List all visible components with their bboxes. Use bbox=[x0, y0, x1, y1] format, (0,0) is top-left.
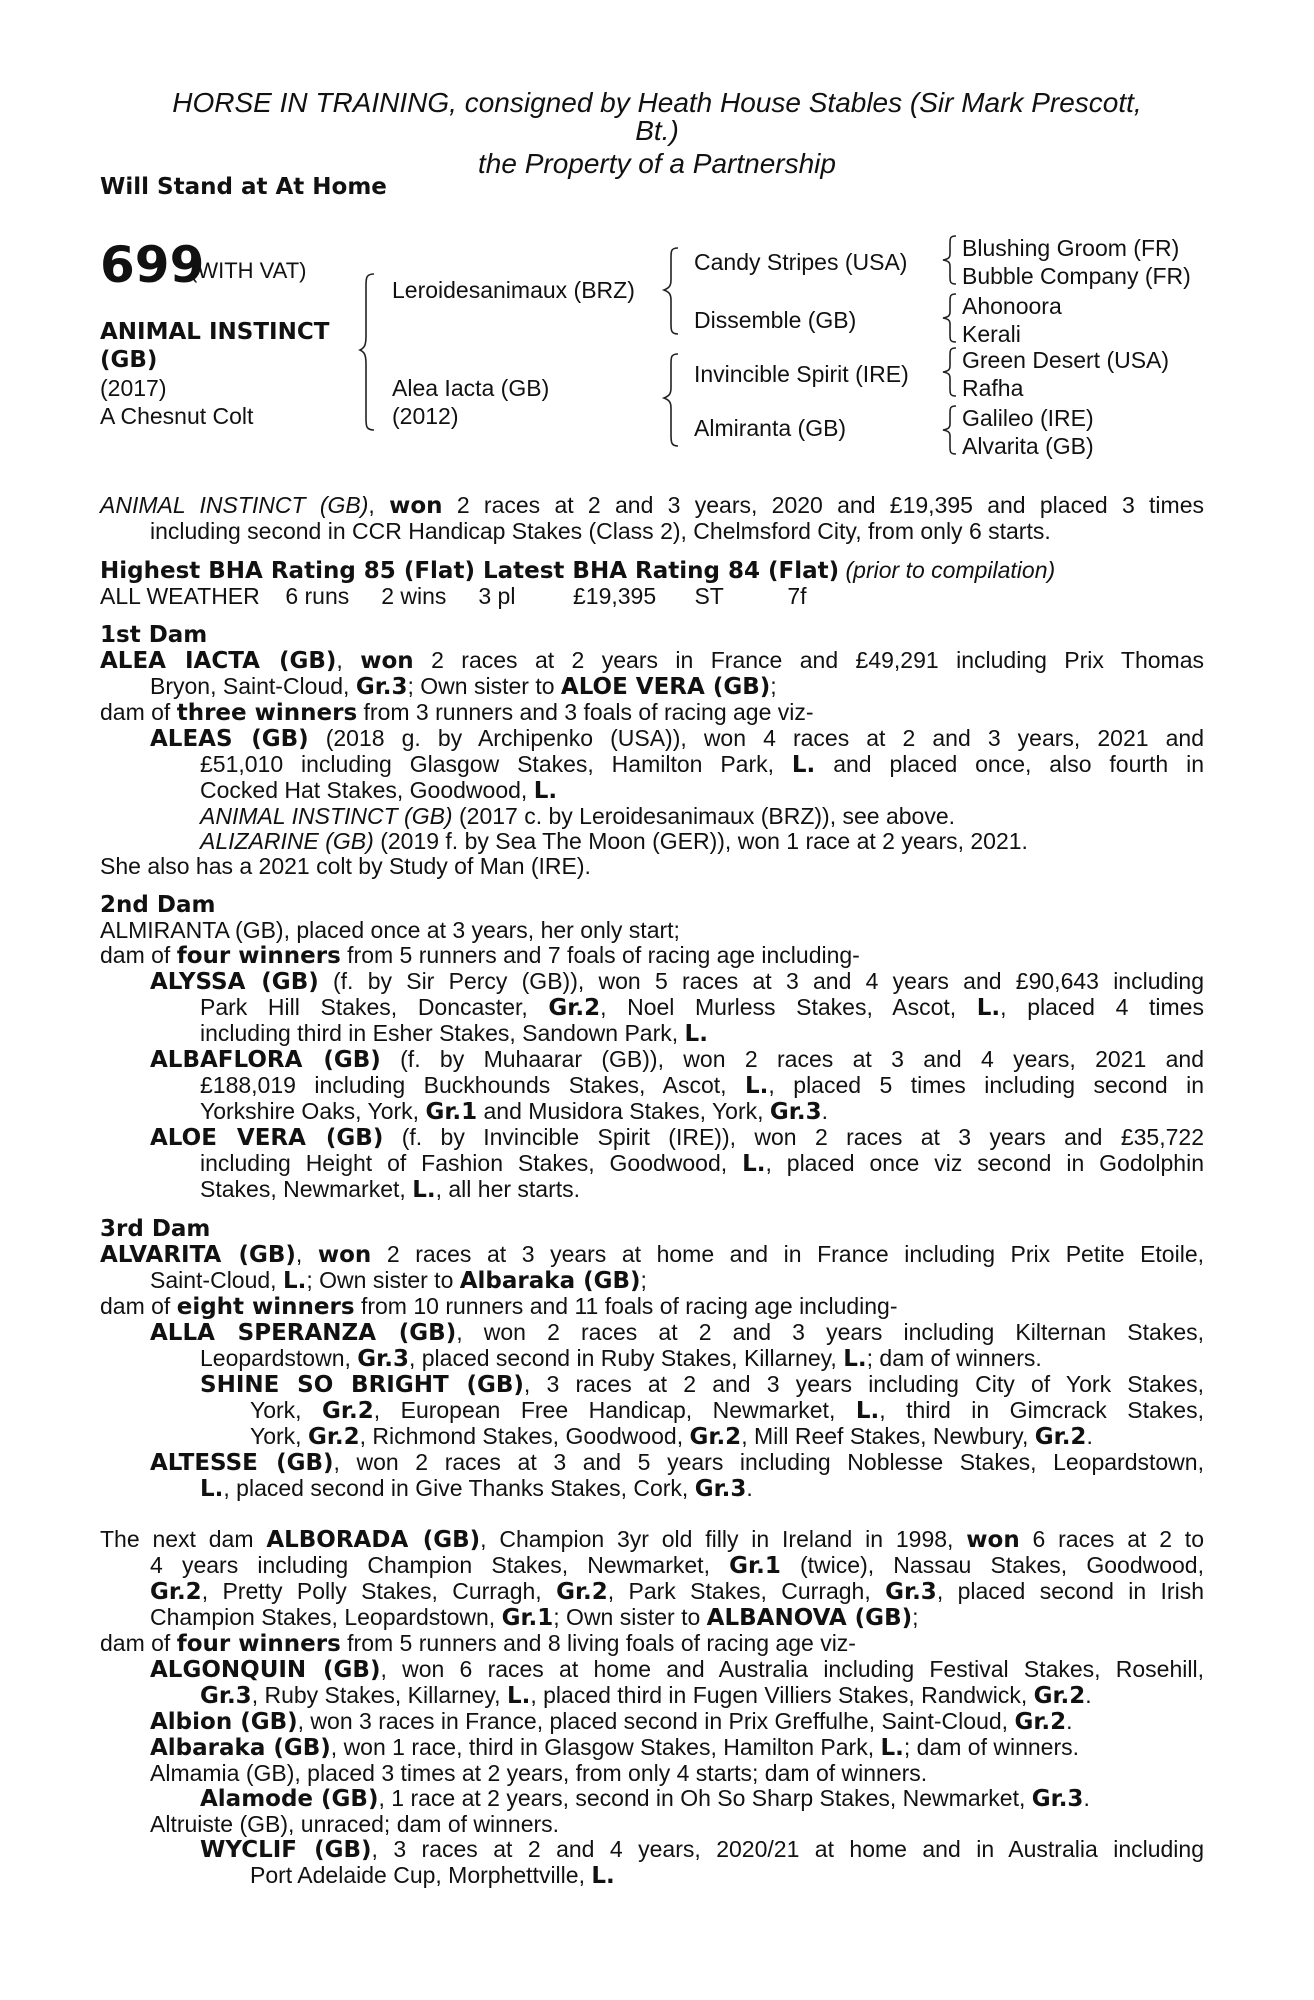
dam-dam: Almiranta (GB) bbox=[694, 415, 847, 441]
ss-sire: Blushing Groom (FR) bbox=[962, 235, 1180, 261]
next-dam-line: dam of four winners from 5 runners and 8 living foals of racing age viz- bbox=[100, 1630, 856, 1657]
third-dam-heading: 3rd Dam bbox=[100, 1216, 211, 1242]
lot-number: 699 bbox=[100, 236, 205, 294]
pedigree-bracket-dd bbox=[942, 404, 960, 456]
next-dam-line: 4 years including Champion Stakes, Newmarket, Gr.1 (twice), Nassau Stakes, Goodwood, bbox=[150, 1552, 1204, 1579]
next-dam-progeny: ALGONQUIN (GB), won 6 races at home and Australia including Festival Stakes, Rosehill, bbox=[150, 1656, 1204, 1683]
sire-sire: Candy Stripes (USA) bbox=[694, 249, 908, 275]
pedigree-bracket-ds bbox=[942, 346, 960, 398]
dam2-progeny: Stakes, Newmarket, L., all her starts. bbox=[200, 1176, 581, 1203]
sd-dam: Kerali bbox=[962, 321, 1021, 347]
pedigree-bracket-sd bbox=[942, 292, 960, 344]
summary-line-1: ANIMAL INSTINCT (GB), won 2 races at 2 and 3 years, 2020 and £19,395 and placed 3 times bbox=[100, 492, 1204, 519]
dam2-progeny: Park Hill Stakes, Doncaster, Gr.2, Noel Murless Stakes, Ascot, L., placed 4 times bbox=[200, 994, 1204, 1021]
next-dam-line: Champion Stakes, Leopardstown, Gr.1; Own sister to ALBANOVA (GB); bbox=[150, 1604, 919, 1631]
dam3-line: dam of eight winners from 10 runners and 11 foals of racing age including- bbox=[100, 1293, 898, 1320]
ss-dam: Bubble Company (FR) bbox=[962, 263, 1191, 289]
dam3-progeny: Leopardstown, Gr.3, placed second in Ruby Stakes, Killarney, L.; dam of winners. bbox=[200, 1345, 1042, 1372]
horse-name-country: (GB) bbox=[100, 347, 158, 373]
consignor-line-1: HORSE IN TRAINING, consigned by Heath House Stables (Sir Mark Prescott, bbox=[172, 87, 1142, 118]
pedigree-bracket-dam bbox=[664, 352, 684, 448]
dam1-progeny: ANIMAL INSTINCT (GB) (2017 c. by Leroidesanimaux (BRZ)), see above. bbox=[200, 803, 956, 829]
dam3-progeny: York, Gr.2, European Free Handicap, Newmarket, L., third in Gimcrack Stakes, bbox=[250, 1397, 1204, 1424]
dam2-progeny: including third in Esher Stakes, Sandown Park, L. bbox=[200, 1020, 708, 1047]
next-dam-progeny: Alamode (GB), 1 race at 2 years, second in Oh So Sharp Stakes, Newmarket, Gr.3. bbox=[200, 1785, 1090, 1812]
dam3-progeny: ALLA SPERANZA (GB), won 2 races at 2 and 3 years including Kilternan Stakes, bbox=[150, 1319, 1205, 1346]
next-dam-progeny: Albaraka (GB), won 1 race, third in Glasgow Stakes, Hamilton Park, L.; dam of winners. bbox=[150, 1734, 1080, 1761]
next-dam-progeny: Albion (GB), won 3 races in France, placed second in Prix Greffulhe, Saint-Cloud, Gr.2. bbox=[150, 1708, 1073, 1735]
dam3-line: ALVARITA (GB), won 2 races at 3 years at home and in France including Prix Petite Etoile, bbox=[100, 1241, 1204, 1268]
next-dam-progeny: Gr.3, Ruby Stakes, Killarney, L., placed third in Fugen Villiers Stakes, Randwick, Gr.2. bbox=[200, 1682, 1092, 1709]
dam2-progeny: ALBAFLORA (GB) (f. by Muhaarar (GB)), won 2 races at 3 and 4 years, 2021 and bbox=[150, 1046, 1204, 1073]
dam2-progeny: including Height of Fashion Stakes, Goodwood, L., placed once viz second in Godolphin bbox=[200, 1150, 1205, 1177]
summary-line-2: including second in CCR Handicap Stakes (Class 2), Chelmsford City, from only 6 starts. bbox=[150, 518, 1051, 544]
dam3-progeny: SHINE SO BRIGHT (GB), 3 races at 2 and 3 years including City of York Stakes, bbox=[200, 1371, 1204, 1398]
dam3-progeny: ALTESSE (GB), won 2 races at 3 and 5 years including Noblesse Stakes, Leopardstown, bbox=[150, 1449, 1204, 1476]
next-dam-progeny: WYCLIF (GB), 3 races at 2 and 4 years, 2020/21 at home and in Australia including bbox=[200, 1836, 1204, 1863]
consignor-line-2: Bt.) bbox=[635, 115, 679, 146]
dam1-progeny: ALIZARINE (GB) (2019 f. by Sea The Moon (GER)), won 1 race at 2 years, 2021. bbox=[200, 828, 1028, 854]
pedigree-bracket-gen1 bbox=[360, 272, 380, 432]
dam3-line: Saint-Cloud, L.; Own sister to Albaraka (GB); bbox=[150, 1267, 647, 1294]
will-stand-label: Will Stand at At Home bbox=[100, 174, 387, 200]
horse-name: ANIMAL INSTINCT bbox=[100, 319, 330, 345]
dam1-line: Bryon, Saint-Cloud, Gr.3; Own sister to ALOE VERA (GB); bbox=[150, 673, 777, 700]
dam1-line: dam of three winners from 3 runners and 3 foals of racing age viz- bbox=[100, 699, 814, 726]
first-dam-heading: 1st Dam bbox=[100, 622, 208, 648]
sire-dam: Dissemble (GB) bbox=[694, 307, 857, 333]
ds-sire: Green Desert (USA) bbox=[962, 347, 1170, 373]
dam-sire: Invincible Spirit (IRE) bbox=[694, 361, 909, 387]
catalogue-body bbox=[100, 493, 1204, 1889]
dam1-line: ALEA IACTA (GB), won 2 races at 2 years in France and £49,291 including Prix Thomas bbox=[100, 647, 1205, 674]
dam2-line: dam of four winners from 5 runners and 7 foals of racing age including- bbox=[100, 942, 860, 969]
dam1-progeny: Cocked Hat Stakes, Goodwood, L. bbox=[200, 777, 558, 804]
dam1-progeny: ALEAS (GB) (2018 g. by Archipenko (USA)), won 4 races at 2 and 3 years, 2021 and bbox=[150, 725, 1204, 752]
dam2-progeny: £188,019 including Buckhounds Stakes, Ascot, L., placed 5 times including second in bbox=[200, 1072, 1205, 1099]
horse-description: A Chesnut Colt bbox=[100, 403, 254, 429]
next-dam-progeny: Almamia (GB), placed 3 times at 2 years, from only 4 starts; dam of winners. bbox=[150, 1760, 928, 1786]
dam2-progeny: ALOE VERA (GB) (f. by Invincible Spirit (IRE)), won 2 races at 3 years and £35,722 bbox=[150, 1124, 1204, 1151]
next-dam-progeny: Port Adelaide Cup, Morphettville, L. bbox=[250, 1862, 615, 1889]
pedigree-bracket-ss bbox=[942, 234, 960, 286]
property-line: the Property of a Partnership bbox=[478, 148, 836, 179]
ds-dam: Rafha bbox=[962, 375, 1024, 401]
pedigree-bracket-sire bbox=[664, 246, 684, 336]
next-dam-line: The next dam ALBORADA (GB), Champion 3yr old filly in Ireland in 1998, won 6 races at 2 to bbox=[100, 1526, 1204, 1553]
dam-year: (2012) bbox=[392, 403, 459, 429]
dam: Alea Iacta (GB) bbox=[392, 375, 550, 401]
sire: Leroidesanimaux (BRZ) bbox=[392, 277, 635, 303]
dam1-line: She also has a 2021 colt by Study of Man (IRE). bbox=[100, 853, 591, 879]
dam3-progeny: York, Gr.2, Richmond Stakes, Goodwood, Gr.2, Mill Reef Stakes, Newbury, Gr.2. bbox=[250, 1423, 1093, 1450]
race-record: ALL WEATHER 6 runs 2 wins 3 pl £19,395 ST 7f bbox=[100, 583, 807, 609]
sd-sire: Ahonoora bbox=[962, 293, 1062, 319]
dam2-progeny: ALYSSA (GB) (f. by Sir Percy (GB)), won 5 races at 3 and 4 years and £90,643 including bbox=[150, 968, 1204, 995]
next-dam-progeny: Altruiste (GB), unraced; dam of winners. bbox=[150, 1811, 560, 1837]
dd-sire: Galileo (IRE) bbox=[962, 405, 1094, 431]
rating-line: Highest BHA Rating 85 (Flat) Latest BHA Rating 84 (Flat) (prior to compilation) bbox=[100, 557, 1056, 584]
dam2-line: ALMIRANTA (GB), placed once at 3 years, her only start; bbox=[100, 917, 680, 943]
horse-year: (2017) bbox=[100, 375, 167, 401]
dd-dam: Alvarita (GB) bbox=[962, 433, 1094, 459]
next-dam-line: Gr.2, Pretty Polly Stakes, Curragh, Gr.2, Park Stakes, Curragh, Gr.3, placed second in Irish bbox=[150, 1578, 1204, 1605]
vat-label: (WITH VAT) bbox=[190, 258, 307, 283]
dam1-progeny: £51,010 including Glasgow Stakes, Hamilton Park, L. and placed once, also fourth in bbox=[200, 751, 1204, 778]
second-dam-heading: 2nd Dam bbox=[100, 892, 216, 918]
dam3-progeny: L., placed second in Give Thanks Stakes, Cork, Gr.3. bbox=[200, 1475, 753, 1502]
dam2-progeny: Yorkshire Oaks, York, Gr.1 and Musidora Stakes, York, Gr.3. bbox=[200, 1098, 828, 1125]
